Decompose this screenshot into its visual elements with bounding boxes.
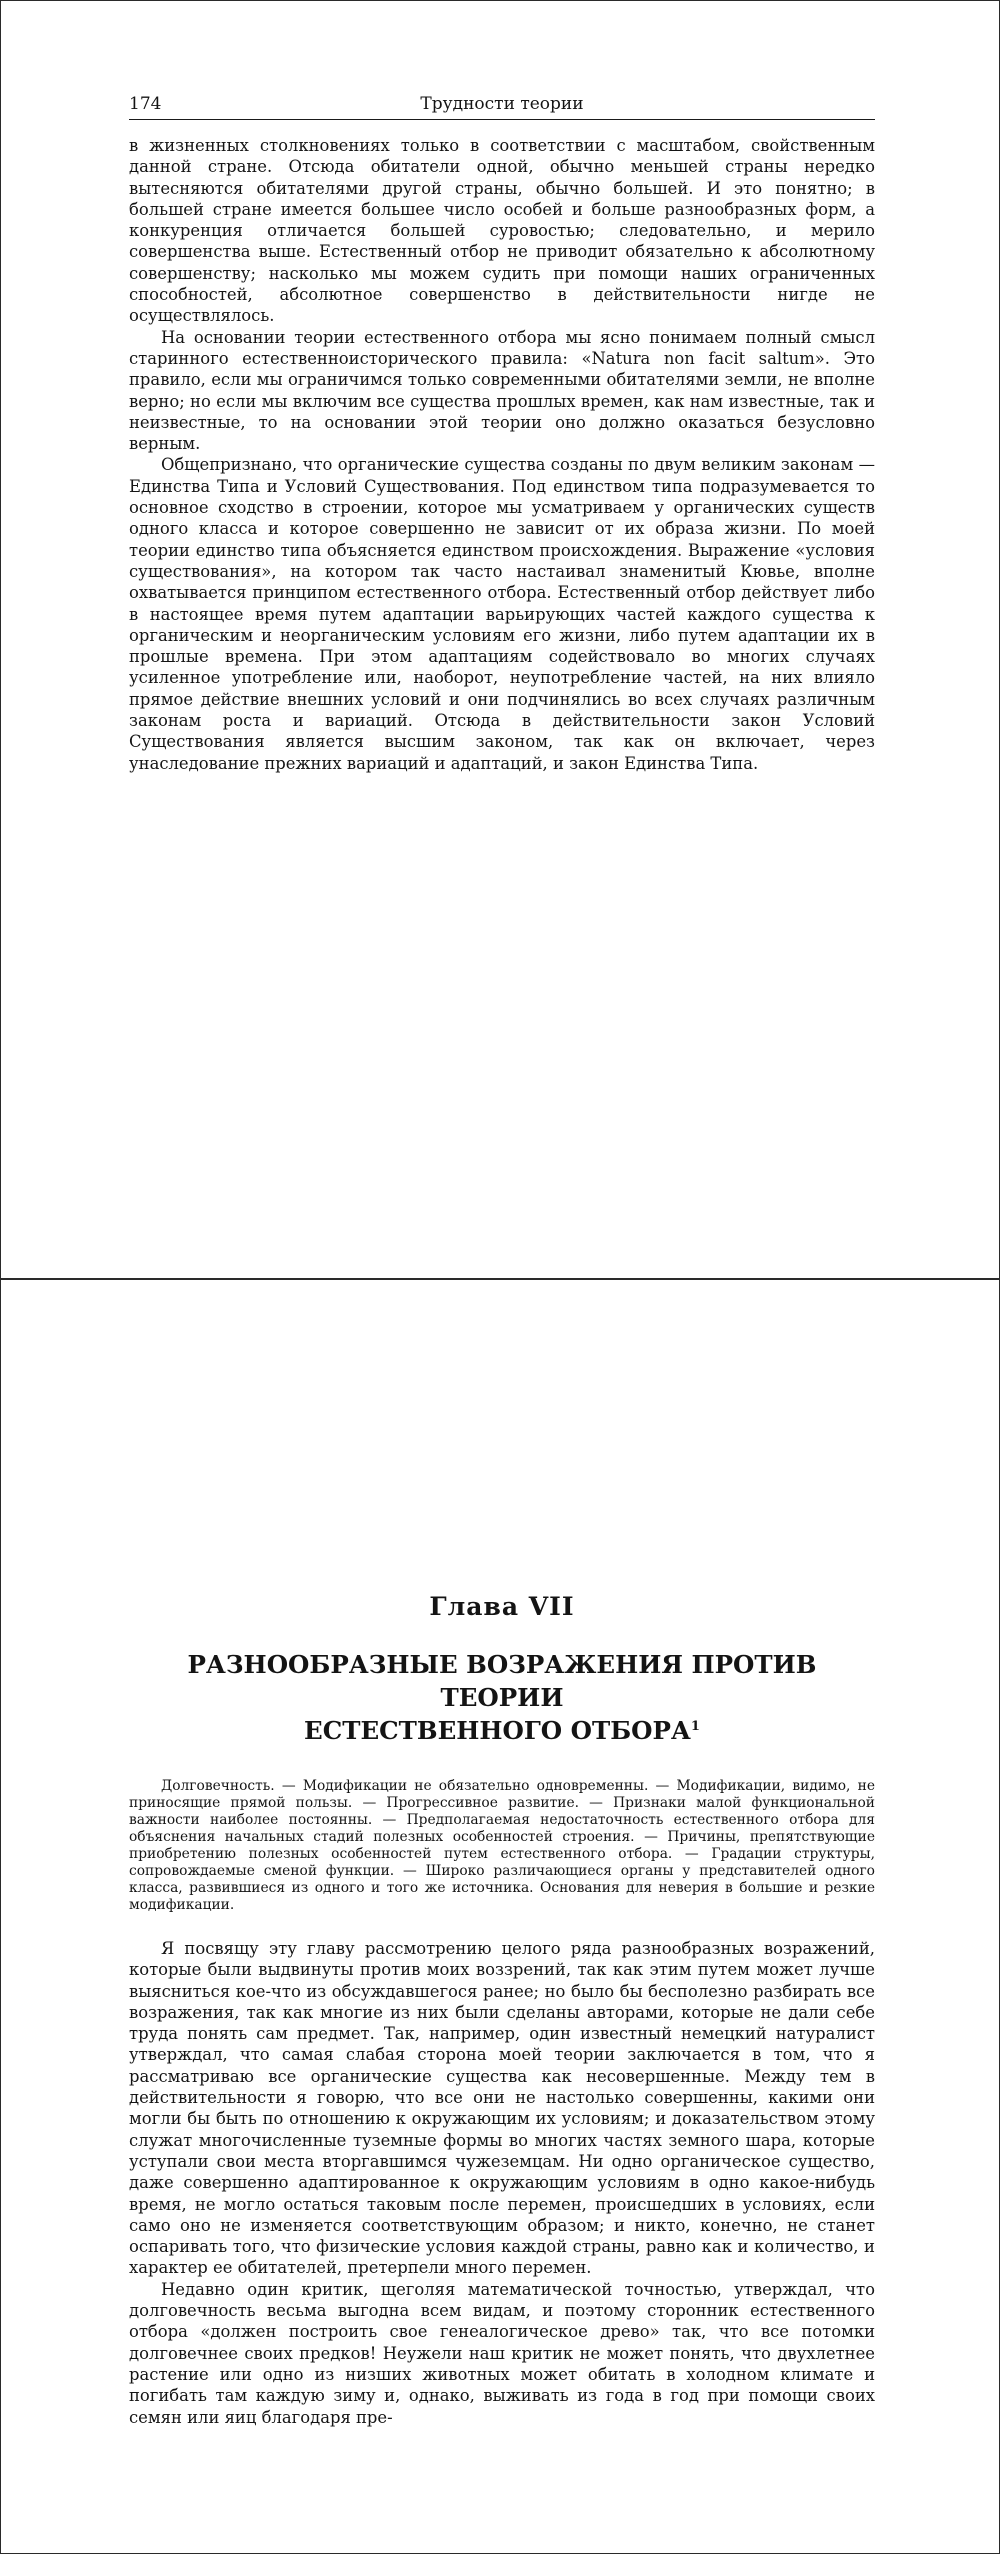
paragraph-continuation: в жизненных столкновениях только в соответствии с масштабом, свойственным данной стране. Отсюда обитатели одной, обычно меньшей страны нередко вытесняются обитателями другой страны, обычно большей. И это понятно; в большей стране имеется большее число особей и больше разнообразных форм, а конкуренция отличается большей суровостью; следовательно, и мерило совершенства выше. Естественный отбор не приводит обязательно к абсолютному совершенству; насколько мы можем судить при помощи наших ограниченных способностей, абсолютное совершенство в действительности нигде не осуществлялось. [129, 136, 875, 326]
paragraph: Общепризнано, что органические существа созданы по двум великим законам — Единства Типа и Условий Существования. Под единством типа подразумевается то основное сходство в строении, которое мы усматриваем у органических существ одного класса и которое совершенно не зависит от их образа жизни. По моей теории единство типа объясняется единством происхождения. Выражение «условия существования», на котором так часто настаивал знаменитый Кювье, вполне охватывается принципом естественного отбора. Естественный отбор действует либо в настоящее время путем адаптации варьирующих частей каждого существа к органическим и неорганическим условиям его жизни, либо путем адаптации их в прошлые времена. При этом адаптациям содействовало во многих случаях усиленное употребление или, наоборот, неупотребление частей, на них влияло прямое действие внешних условий и они подчинялись во всех случаях различным законам роста и вариаций. Отсюда в действительности закон Условий Существования является высшим законом, так как он включает, через унаследование прежних вариаций и адаптаций, и закон Единства Типа. [129, 455, 875, 773]
page-175 [0, 1279, 1000, 2554]
chapter-title-line-2: ЕСТЕСТВЕННОГО ОТБОРА [304, 1716, 691, 1745]
chapter-title [129, 1648, 875, 1747]
chapter-label: Глава VII [429, 1592, 575, 1621]
page-number: 174 [129, 94, 162, 114]
running-title: Трудности теории [420, 94, 584, 114]
page-175-body [129, 1938, 875, 2428]
footnote-mark: 1 [690, 1718, 700, 1734]
synopsis-text: Долговечность. — Модификации не обязательно одновременны. — Модификации, видимо, не приносящие прямой пользы. — Прогрессивное развитие. — Признаки малой функциональной важности наиболее постоянны. — Предполагаемая недостаточность естественного отбора для объяснения начальных стадий полезных особенностей строения. — Причины, препятствующие приобретению полезных особенностей путем естественного отбора. — Градации структуры, сопровождаемые сменой функции. — Широко различающиеся органы у представителей одного класса, развившиеся из одного и того же источника. Основания для неверия в большие и резкие модификации. [129, 1778, 875, 1913]
page-174 [0, 0, 1000, 1279]
paragraph: Я посвящу эту главу рассмотрению целого ряда разнообразных возражений, которые были выдвинуты против моих воззрений, так как этим путем может лучше выясниться кое-что из обсуждавшегося ранее; но было бы бесполезно разбирать все возражения, так как многие из них были сделаны авторами, которые не дали себе труда понять сам предмет. Так, например, один известный немецкий натуралист утверждал, что самая слабая сторона моей теории заключается в том, что я рассматриваю все органические существа как несовершенные. Между тем в действительности я говорю, что все они не настолько совершенны, какими они могли бы быть по отношению к окружающим их условиям; и доказательством этому служат многочисленные туземные формы во многих частях земного шара, которые уступали свои места вторгавшимся чужеземцам. Ни одно органическое существо, даже совершенно адаптированное к окружающим условиям в одно какое-нибудь время, не могло остаться таковым после перемен, происшедших в условиях, если само оно не изменяется соответствующим образом; и никто, конечно, не станет оспаривать того, что физические условия каждой страны, равно как и количество, и характер ее обитателей, претерпели много перемен. [129, 1939, 875, 2278]
paragraph: Недавно один критик, щеголяя математической точностью, утверждал, что долговечность весьма выгодна всем видам, и поэтому сторонник естественного отбора «должен построить свое генеалогическое древо» так, что все потомки долговечнее своих предков! Неужели наш критик не может понять, что двухлетнее растение или одно из низших животных может обитать в холодном климате и погибать там каждую зиму и, однако, выживать из года в год при помощи своих семян или яиц благодаря пре- [129, 2279, 875, 2427]
running-header [129, 93, 875, 120]
paragraph: На основании теории естественного отбора мы ясно понимаем полный смысл старинного естественноисторического правила: «Natura non facit saltum». Это правило, если мы ограничимся только современными обитателями земли, не вполне верно; но если мы включим все существа прошлых времен, как нам известные, так и неизвестные, то на основании этой теории оно должно оказаться безусловно верным. [129, 327, 875, 454]
chapter-title-line-1: РАЗНООБРАЗНЫЕ ВОЗРАЖЕНИЯ ПРОТИВ ТЕОРИИ [187, 1650, 817, 1712]
chapter-synopsis [129, 1778, 875, 1914]
page-174-body [129, 135, 875, 774]
